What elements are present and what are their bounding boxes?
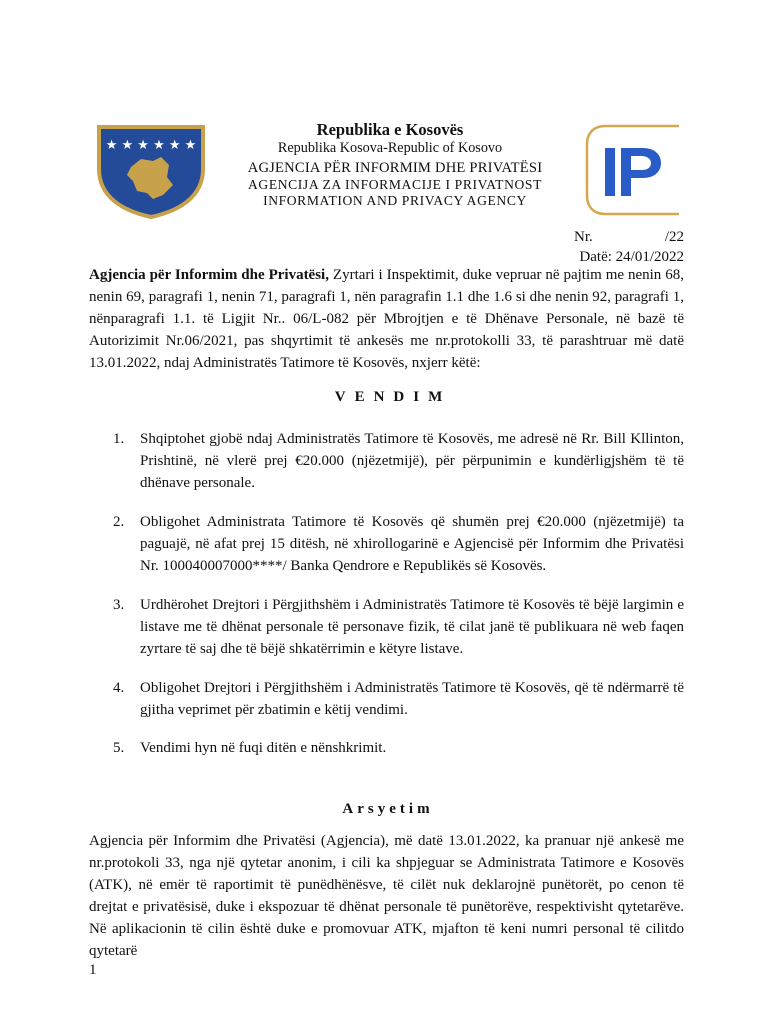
decision-item-text: Urdhërohet Drejtori i Përgjithshëm i Administratës Tatimore të Kosovës të bëjë largimin e listave me të dhënat personale të personave fizik, të cilat janë të publikuara në web faqen zyrtare të saj dhe të bëjë shkatërrimin e këtyre listave. — [140, 597, 684, 657]
decision-item-number: 5. — [113, 740, 125, 756]
ip-agency-logo-icon — [583, 122, 689, 218]
reasoning-heading: Arsyetim — [342, 801, 434, 817]
svg-text:★ ★ ★ ★ ★ ★: ★ ★ ★ ★ ★ ★ — [105, 138, 197, 153]
decision-item-number: 3. — [113, 597, 125, 613]
intro-text: Zyrtari i Inspektimit, duke vepruar në pajtim me nenin 68, nenin 69, paragrafi 1, nenin 71, paragrafi 1, nën paragrafin 1.1 dhe 1.6 si dhe nenin 92, paragrafi 1, nënparagrafi 1.1. të Ligjit Nr.. 06/L-082 për Mbrojtjen e të Dhënave Personale, në bazë të Autorizimit Nr.06/2021, pas shqyrtimit të ankesës me nr.protokolli 33, të parashtruar më datë 13.01.2022, ndaj Administratës Tatimore të Kosovës, nxjerr këtë: — [89, 267, 684, 371]
intro-paragraph — [89, 264, 684, 374]
decision-item — [113, 677, 684, 721]
decision-item — [113, 428, 684, 494]
decision-item — [113, 737, 684, 759]
header-country-multilingual: Republika Kosova-Republic of Kosovo — [277, 140, 503, 156]
decision-heading: VENDIM — [334, 389, 452, 405]
header-agency-sq: AGJENCIA PËR INFORMIM DHE PRIVATËSI — [247, 160, 543, 176]
header-agency-en: INFORMATION AND PRIVACY AGENCY — [263, 193, 527, 208]
page-number: 1 — [89, 962, 97, 978]
kosovo-emblem-icon — [95, 123, 207, 219]
decision-item-text: Vendimi hyn në fuqi ditën e nënshkrimit. — [140, 740, 387, 756]
decision-item-text: Obligohet Drejtori i Përgjithshëm i Administratës Tatimore të Kosovës, që të ndërmarrë të gjitha veprimet për zbatimin e këtij vendimi. — [140, 680, 684, 718]
decision-item — [113, 511, 684, 577]
header-country: Republika e Kosovës — [316, 120, 464, 139]
decision-item-number: 2. — [113, 514, 125, 530]
reasoning-paragraph: Agjencia për Informim dhe Privatësi (Agjencia), më datë 13.01.2022, ka pranuar një ankesë me nr.protokoli 33, nga një qytetar anonim, i cili ka shpjeguar se Administrata Tatimore e Kosovës (ATK), në emër të raportimit të punëdhënësve, të cilët nuk deklarojnë punëtorët, po cenon të drejtat e privatësisë, duke i ekspozuar të dhënat personale të punëtorëve, respektivisht qytetarëve. Në aplikacionin të cilin është duke e promovuar ATK, mjafton të keni numri personal të cilitdo qytetarë — [89, 833, 684, 959]
decision-item-text: Shqiptohet gjobë ndaj Administratës Tatimore të Kosovës, me adresë në Rr. Bill Kllinton, Prishtinë, në vlerë prej €20.000 (njëzetmijë), për përpunimin e kundërligjshëm të të dhënave personale. — [140, 431, 684, 491]
agency-header — [210, 120, 580, 209]
decision-item-text: Obligohet Administrata Tatimore të Kosovës që shumën prej €20.000 (njëzetmijë) ta paguajë, në afat prej 15 ditësh, në xhirollogarinë e Agjencisë për Informim dhe Privatësi Nr. 100040007000****/ Banka Qendrore e Republikës së Kosovës. — [140, 514, 684, 574]
decision-item — [113, 594, 684, 660]
document-number-value: /22 — [664, 229, 684, 245]
document-number — [574, 226, 684, 248]
document-number-label: Nr. — [574, 229, 593, 245]
intro-agency-name: Agjencia për Informim dhe Privatësi, — [89, 267, 329, 283]
header-agency-sr: AGENCIJA ZA INFORMACIJE I PRIVATNOST — [247, 177, 542, 192]
decision-item-number: 4. — [113, 680, 125, 696]
document-date: Datë: 24/01/2022 — [579, 249, 684, 265]
decision-item-number: 1. — [113, 431, 125, 447]
